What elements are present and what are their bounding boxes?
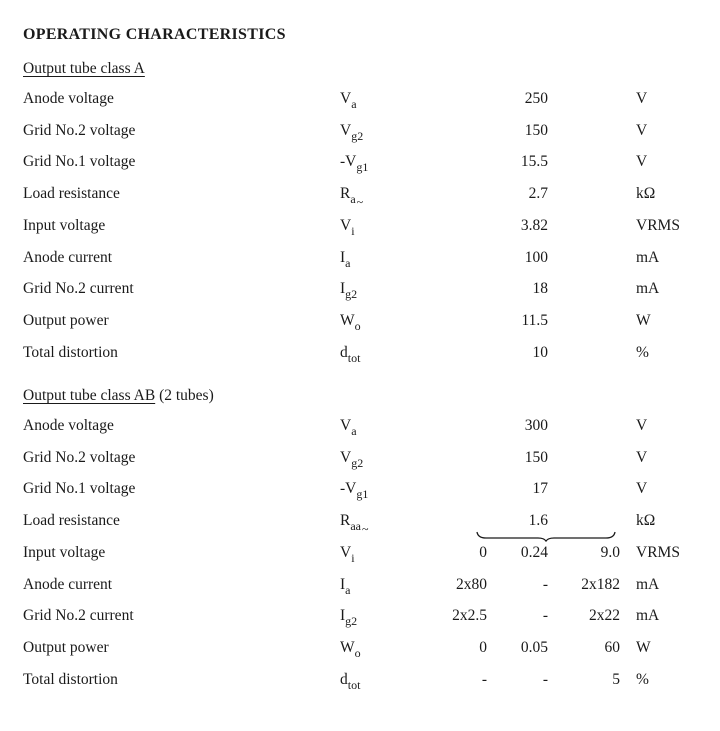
table-row: [0, 607, 720, 631]
symbol-subscript: a: [351, 97, 357, 111]
value-col-1: 0: [479, 638, 487, 656]
parameter-symbol: [340, 153, 369, 178]
parameter-label: Input voltage: [23, 216, 106, 234]
parameter-value: 3.82: [520, 216, 548, 234]
parameter-label: Anode voltage: [23, 90, 114, 107]
symbol-letter: V: [345, 153, 357, 171]
class-a-heading-text: Output tube class A: [23, 60, 145, 77]
parameter-unit: mA: [636, 575, 660, 593]
table-row: [0, 185, 720, 209]
parameter-unit: V: [636, 448, 648, 466]
symbol-letter: V: [340, 216, 352, 234]
table-row: [0, 544, 720, 568]
parameter-symbol: [340, 280, 358, 305]
symbol-subscript: g2: [351, 455, 364, 470]
parameter-unit: kΩ: [636, 185, 656, 203]
value-col-1: -: [481, 670, 487, 688]
parameter-unit: V: [636, 417, 648, 434]
symbol-ac-mark: ~: [356, 195, 364, 210]
table-row: [0, 344, 720, 368]
parameter-symbol: [340, 671, 361, 696]
value-col-3: 9.0: [600, 543, 620, 561]
parameter-symbol: [340, 480, 369, 505]
parameter-label: Anode current: [23, 575, 113, 593]
parameter-symbol: [340, 122, 364, 147]
parameter-symbol: [340, 90, 358, 115]
parameter-label: Grid No.1 voltage: [23, 153, 136, 171]
symbol-letter: R: [340, 512, 351, 530]
value-col-2: 1.6: [528, 512, 548, 530]
parameter-label: Anode voltage: [23, 417, 114, 434]
value-col-3: 2x182: [581, 575, 620, 593]
parameter-unit: V: [636, 121, 648, 139]
parameter-symbol: [340, 512, 369, 537]
symbol-letter: V: [340, 448, 352, 466]
parameter-symbol: [340, 449, 364, 474]
value-col-3: 60: [604, 638, 620, 656]
value-col-2: 17: [532, 480, 548, 498]
symbol-subscript: g2: [345, 614, 358, 629]
value-col-1: 2x2.5: [452, 607, 487, 625]
parameter-label: Grid No.2 current: [23, 607, 134, 625]
symbol-prefix: -: [340, 480, 346, 498]
symbol-letter: I: [340, 575, 346, 593]
parameter-unit: mA: [636, 607, 660, 625]
value-col-3: 2x22: [589, 607, 620, 625]
symbol-letter: V: [340, 543, 352, 561]
symbol-subscript: o: [354, 318, 361, 333]
symbol-subscript: a: [350, 192, 356, 207]
parameter-value: 100: [524, 248, 548, 266]
value-col-2: 300: [524, 417, 548, 434]
table-row: [0, 671, 720, 695]
symbol-letter: I: [340, 248, 346, 266]
parameter-label: Grid No.1 voltage: [23, 480, 136, 498]
parameter-label: Total distortion: [23, 670, 118, 688]
parameter-label: Load resistance: [23, 512, 120, 530]
symbol-subscript: o: [354, 645, 361, 660]
page-title: OPERATING CHARACTERISTICS: [23, 26, 286, 43]
symbol-subscript: a: [345, 582, 351, 597]
parameter-label: Grid No.2 current: [23, 280, 134, 298]
parameter-label: Load resistance: [23, 185, 120, 203]
value-col-2: -: [542, 607, 548, 625]
symbol-subscript: a: [351, 424, 357, 438]
parameter-symbol: [340, 544, 356, 569]
parameter-unit: %: [636, 670, 649, 688]
table-row: [0, 153, 720, 177]
parameter-value: 150: [524, 121, 548, 139]
parameter-symbol: [340, 249, 352, 274]
parameter-symbol: [340, 344, 361, 369]
parameter-unit: V: [636, 480, 648, 498]
symbol-prefix: -: [340, 153, 346, 171]
symbol-letter: I: [340, 607, 346, 625]
parameter-unit: mA: [636, 248, 660, 266]
symbol-letter: V: [345, 480, 357, 498]
table-row: [0, 217, 720, 241]
symbol-subscript: g2: [345, 287, 358, 302]
symbol-letter: V: [340, 417, 352, 434]
parameter-value: 2.7: [528, 185, 548, 203]
symbol-subscript: a: [345, 255, 351, 270]
parameter-label: Output power: [23, 311, 109, 329]
parameter-label: Anode current: [23, 248, 113, 266]
table-row: [0, 280, 720, 304]
parameter-value: 15.5: [520, 153, 548, 171]
parameter-unit: VRMS: [636, 543, 680, 561]
parameter-symbol: [340, 185, 363, 210]
symbol-subscript: i: [351, 550, 355, 565]
class-ab-heading: [23, 387, 214, 405]
symbol-letter: I: [340, 280, 346, 298]
value-col-2: 0.05: [520, 638, 548, 656]
parameter-unit: V: [636, 153, 648, 171]
class-ab-heading-suffix: (2 tubes): [155, 387, 214, 404]
symbol-letter: W: [340, 638, 355, 656]
symbol-letter: V: [340, 90, 352, 107]
symbol-subscript: tot: [347, 677, 361, 692]
table-row: [0, 639, 720, 663]
value-col-2: -: [542, 670, 548, 688]
parameter-label: Input voltage: [23, 543, 106, 561]
value-col-2: 150: [524, 448, 548, 466]
value-col-2: 0.24: [520, 543, 548, 561]
parameter-unit: W: [636, 311, 651, 329]
symbol-letter: R: [340, 185, 351, 203]
parameter-symbol: [340, 607, 358, 632]
table-row: [0, 417, 720, 441]
table-row: [0, 90, 720, 114]
symbol-letter: V: [340, 121, 352, 139]
table-row: [0, 249, 720, 273]
parameter-unit: VRMS: [636, 216, 680, 234]
parameter-label: Output power: [23, 638, 109, 656]
table-row: [0, 449, 720, 473]
parameter-value: 11.5: [521, 311, 548, 329]
symbol-subscript: g2: [351, 128, 364, 143]
value-col-3: 5: [612, 670, 620, 688]
symbol-subscript: i: [351, 223, 355, 238]
parameter-value: 18: [532, 280, 548, 298]
symbol-subscript: tot: [347, 350, 361, 365]
table-row: [0, 312, 720, 336]
parameter-unit: %: [636, 343, 649, 361]
parameter-value: 10: [532, 343, 548, 361]
parameter-label: Grid No.2 voltage: [23, 121, 136, 139]
symbol-letter: d: [340, 670, 348, 688]
symbol-letter: d: [340, 343, 348, 361]
parameter-label: Grid No.2 voltage: [23, 448, 136, 466]
parameter-symbol: [340, 576, 352, 601]
parameter-unit: W: [636, 638, 651, 656]
parameter-unit: V: [636, 90, 648, 107]
class-ab-heading-text: Output tube class AB: [23, 387, 156, 404]
parameter-symbol: [340, 312, 362, 337]
table-row: [0, 576, 720, 600]
parameter-unit: kΩ: [636, 512, 656, 530]
parameter-unit: mA: [636, 280, 660, 298]
symbol-letter: W: [340, 311, 355, 329]
table-row: [0, 122, 720, 146]
value-col-1: 2x80: [456, 575, 487, 593]
value-col-1: 0: [479, 543, 487, 561]
symbol-subscript: g1: [356, 487, 369, 502]
range-brace: [476, 530, 616, 542]
symbol-subscript: aa: [350, 519, 361, 534]
table-row: [0, 480, 720, 504]
parameter-symbol: [340, 417, 358, 442]
value-col-2: -: [542, 575, 548, 593]
class-a-heading: [23, 60, 145, 78]
parameter-symbol: [340, 217, 356, 242]
symbol-subscript: g1: [356, 160, 369, 175]
symbol-ac-mark: ~: [362, 522, 369, 537]
parameter-value: 250: [524, 90, 548, 107]
parameter-label: Total distortion: [23, 343, 118, 361]
parameter-symbol: [340, 639, 362, 664]
